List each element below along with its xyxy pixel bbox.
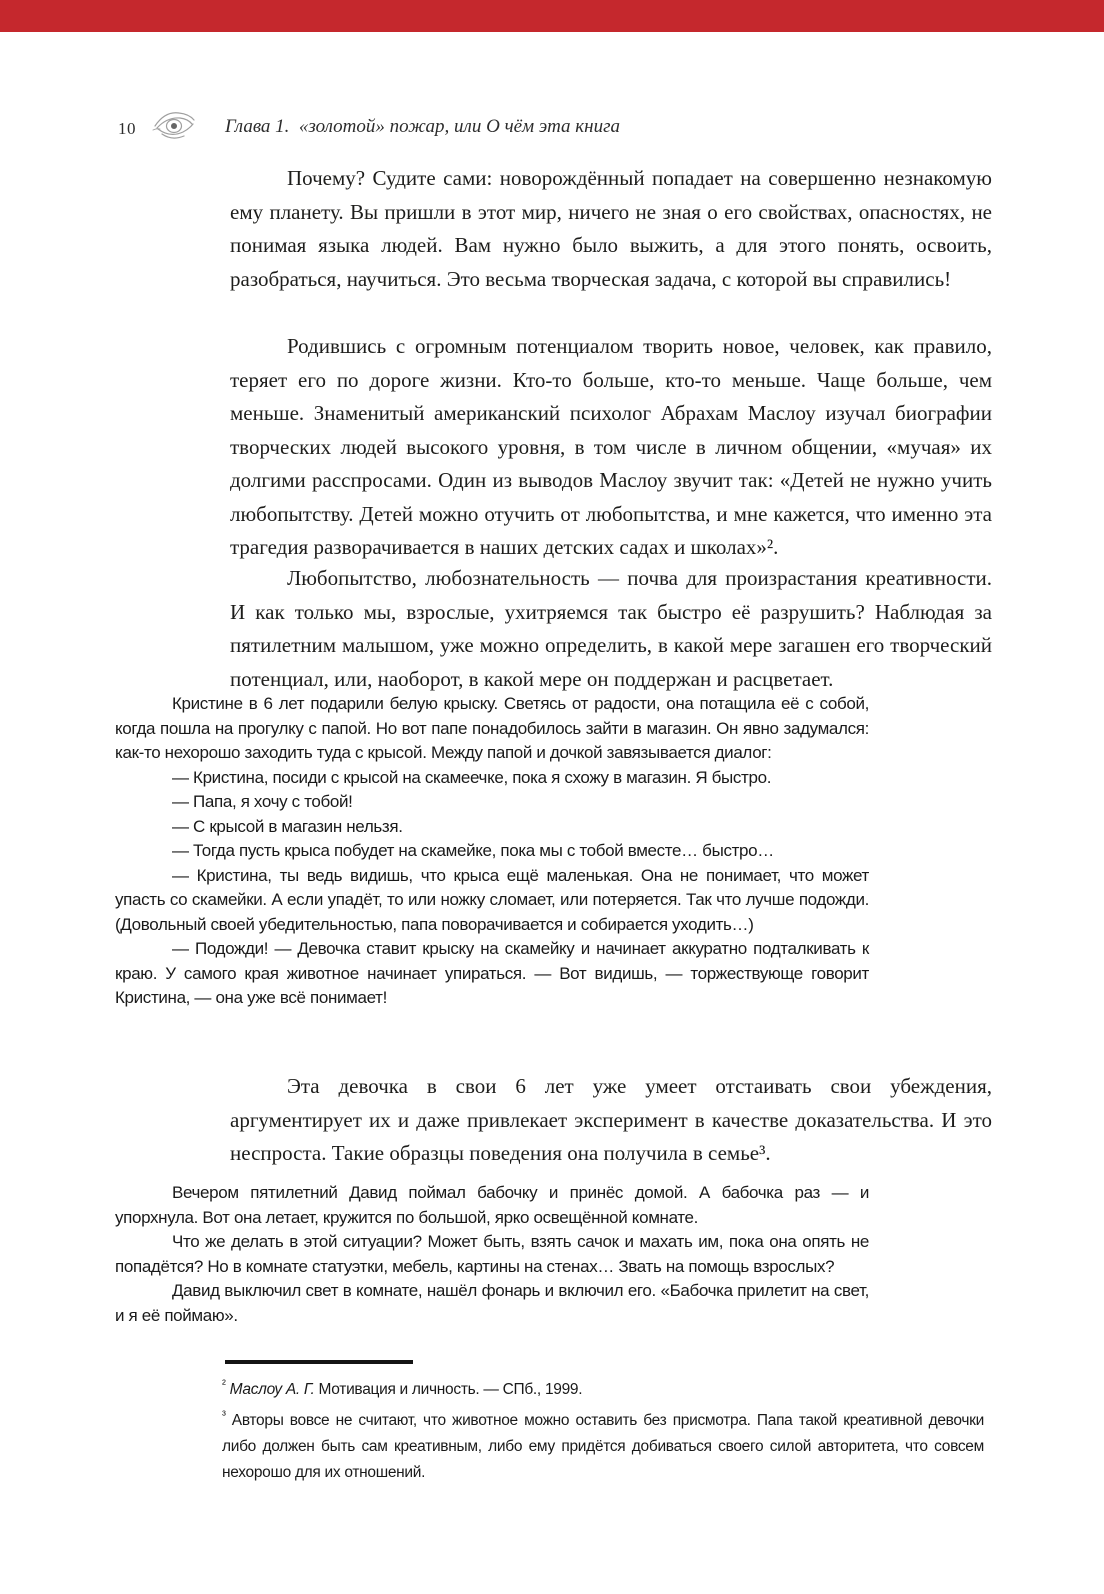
body-paragraph: Эта девочка в свои 6 лет уже умеет отстаивать свои убеждения, аргументирует их и даже привлекает эксперимент в качестве доказательства. И это неспроста. Такие образцы поведения она получила в семье³. <box>230 1074 992 1165</box>
story-david-block <box>115 1181 869 1328</box>
footnote-separator <box>225 1360 413 1364</box>
chapter-title: Глава 1. «золотой» пожар, или О чём эта книга <box>225 116 620 137</box>
story-paragraph: Кристине в 6 лет подарили белую крыску. Светясь от радости, она потащила её с собой, когда пошла на прогулку с папой. Но вот папе понадобилось зайти в магазин. Он явно задумался: как-то нехорошо заходить туда с крысой. Между папой и дочкой завязывается диалог: <box>115 694 869 762</box>
story-paragraph: Давид выключил свет в комнате, нашёл фонарь и включил его. «Бабочка прилетит на свет, и я её поймаю». <box>115 1281 869 1325</box>
footnote <box>222 1403 984 1486</box>
footnote-author: Маслоу А. Г. <box>229 1381 315 1399</box>
story-paragraph: Что же делать в этой ситуации? Может быть, взять сачок и махать им, пока она опять не попадётся? Но в комнате статуэтки, мебель, картины на стенах… Звать на помощь взрослых? <box>115 1232 869 1276</box>
body-paragraph: Родившись с огромным потенциалом творить новое, человек, как правило, теряет его по дороге жизни. Кто-то больше, кто-то меньше. Чаще больше, чем меньше. Знаменитый американский психолог Абрахам Маслоу изучал биографии творческих людей высокого уровня, в том числе в личном общении, «мучая» их долгими расспросами. Один из выводов Маслоу звучит так: «Детей не нужно учить любопытству. Детей можно отучить от любопытства, и мне кажется, что именно эта трагедия разворачивается в наших детских садах и школах»². <box>230 334 992 559</box>
body-paragraph: Любопытство, любознательность — почва для произрастания креативности. И как только мы, взрослые, ухитряемся так быстро её разрушить? Наблюдая за пятилетним малышом, уже можно определить, в какой мере загашен его творческий потенциал, или, наоборот, в какой мере он поддержан и расцветает. <box>230 566 992 691</box>
page-number: 10 <box>118 119 136 138</box>
dialog-line: — С крысой в магазин нельзя. <box>172 816 403 836</box>
eye-sketch-icon <box>150 104 198 151</box>
dialog-line: — Папа, я хочу с тобой! <box>172 792 353 811</box>
story-kristina-block <box>115 692 869 1011</box>
footnote-text: Мотивация и личность. — СПб., 1999. <box>314 1381 583 1399</box>
footnote-text: Авторы вовсе не считают, что животное можно оставить без присмотра. Папа такой креативной девочки либо должен быть сам креативным, либо ему придётся добиваться своего силой авторитета, что совсем нехорошо для их отношений. <box>222 1412 984 1482</box>
top-accent-bar <box>0 0 1104 32</box>
dialog-line: — Кристина, посиди с крысой на скамеечке, пока я схожу в магазин. Я быстро. <box>172 767 772 787</box>
footnote <box>222 1372 984 1403</box>
footnote-marker: ³ <box>222 1409 226 1423</box>
dialog-line: — Подожди! — Девочка ставит крыску на скамейку и начинает аккуратно подталкивать к краю. У самого края животное начинает упираться. — Вот видишь, — торжествующе говорит Кристина, — она уже всё понимает! <box>115 939 869 1007</box>
story-paragraph: Вечером пятилетний Давид поймал бабочку и принёс домой. А бабочка раз — и упорхнула. Вот она летает, кружится по большой, ярко освещённой комнате. <box>115 1183 869 1227</box>
footnotes-block <box>222 1372 984 1486</box>
body-paragraph: Почему? Судите сами: новорождённый попадает на совершенно незнакомую ему планету. Вы пришли в этот мир, ничего не зная о его свойствах, опасностях, не понимая языка людей. Вам нужно было выжить, а для этого понять, освоить, разобраться, научиться. Это весьма творческая задача, с которой вы справились! <box>230 166 992 291</box>
dialog-line: — Тогда пусть крыса побудет на скамейке, пока мы с тобой вместе… быстро… <box>172 841 774 860</box>
dialog-line: — Кристина, ты ведь видишь, что крыса ещё маленькая. Она не понимает, что может упасть со скамейки. А если упадёт, то или ножку сломает, или потеряется. Так что лучше подожди. (Довольный своей убедительностью, папа поворачивается и собирается уходить…) <box>115 865 869 934</box>
footnote-marker: ² <box>222 1378 226 1391</box>
